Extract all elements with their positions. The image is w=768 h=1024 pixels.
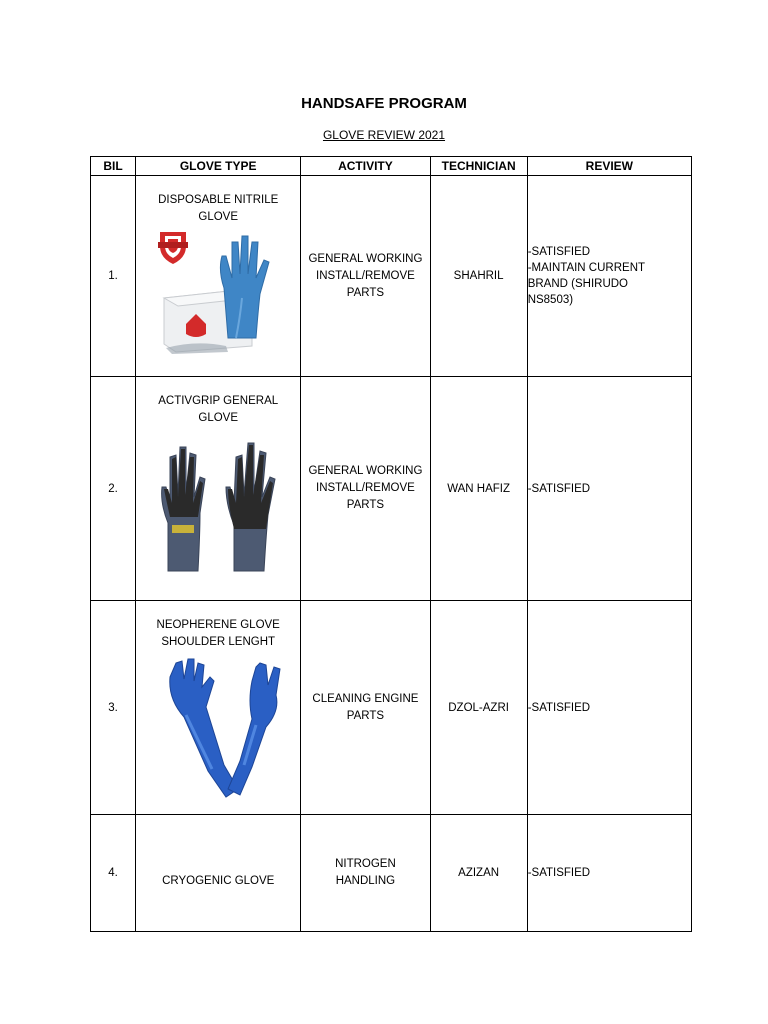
glove-type-cell bbox=[136, 601, 301, 815]
glove-type-cell bbox=[136, 815, 301, 932]
technician-cell: AZIZAN bbox=[430, 815, 527, 932]
header-review: REVIEW bbox=[527, 157, 691, 176]
table-header-row bbox=[91, 157, 692, 176]
glove-type-label: CRYOGENIC GLOVE bbox=[162, 874, 275, 887]
row-number: 4. bbox=[91, 815, 136, 932]
grip-gloves-image bbox=[156, 433, 286, 575]
nitrile-glove-image bbox=[156, 228, 286, 356]
glove-type-cell bbox=[136, 176, 301, 377]
glove-type-label: DISPOSABLE NITRILE GLOVE bbox=[158, 194, 279, 223]
activity-cell: GENERAL WORKING INSTALL/REMOVE PARTS bbox=[301, 377, 430, 601]
review-cell: -SATISFIED bbox=[527, 601, 691, 815]
header-activity: ACTIVITY bbox=[301, 157, 430, 176]
review-cell: -SATISFIED -MAINTAIN CURRENT BRAND (SHIRUDO NS8503) bbox=[527, 176, 691, 377]
review-cell: -SATISFIED bbox=[527, 815, 691, 932]
glove-review-table bbox=[90, 156, 692, 932]
header-technician: TECHNICIAN bbox=[430, 157, 527, 176]
row-number: 2. bbox=[91, 377, 136, 601]
table-row bbox=[91, 176, 692, 377]
activity-cell: NITROGEN HANDLING bbox=[301, 815, 430, 932]
table-row bbox=[91, 601, 692, 815]
shirudo-logo bbox=[158, 232, 188, 264]
header-bil: BIL bbox=[91, 157, 136, 176]
activity-cell: CLEANING ENGINE PARTS bbox=[301, 601, 430, 815]
technician-cell: SHAHRIL bbox=[430, 176, 527, 377]
row-number: 3. bbox=[91, 601, 136, 815]
glove-type-cell bbox=[136, 377, 301, 601]
technician-cell: WAN HAFIZ bbox=[430, 377, 527, 601]
technician-cell: DZOL-AZRI bbox=[430, 601, 527, 815]
table-row bbox=[91, 377, 692, 601]
neoprene-gloves-image bbox=[156, 655, 291, 801]
header-glove-type: GLOVE TYPE bbox=[136, 157, 301, 176]
table-row bbox=[91, 815, 692, 932]
row-number: 1. bbox=[91, 176, 136, 377]
glove-type-label: ACTIVGRIP GENERAL GLOVE bbox=[158, 395, 279, 424]
review-cell: -SATISFIED bbox=[527, 377, 691, 601]
document-subtitle: GLOVE REVIEW 2021 bbox=[322, 128, 446, 142]
document-title: HANDSAFE PROGRAM bbox=[301, 95, 467, 112]
activity-cell: GENERAL WORKING INSTALL/REMOVE PARTS bbox=[301, 176, 430, 377]
glove-type-label: NEOPHERENE GLOVE SHOULDER LENGHT bbox=[156, 619, 280, 648]
